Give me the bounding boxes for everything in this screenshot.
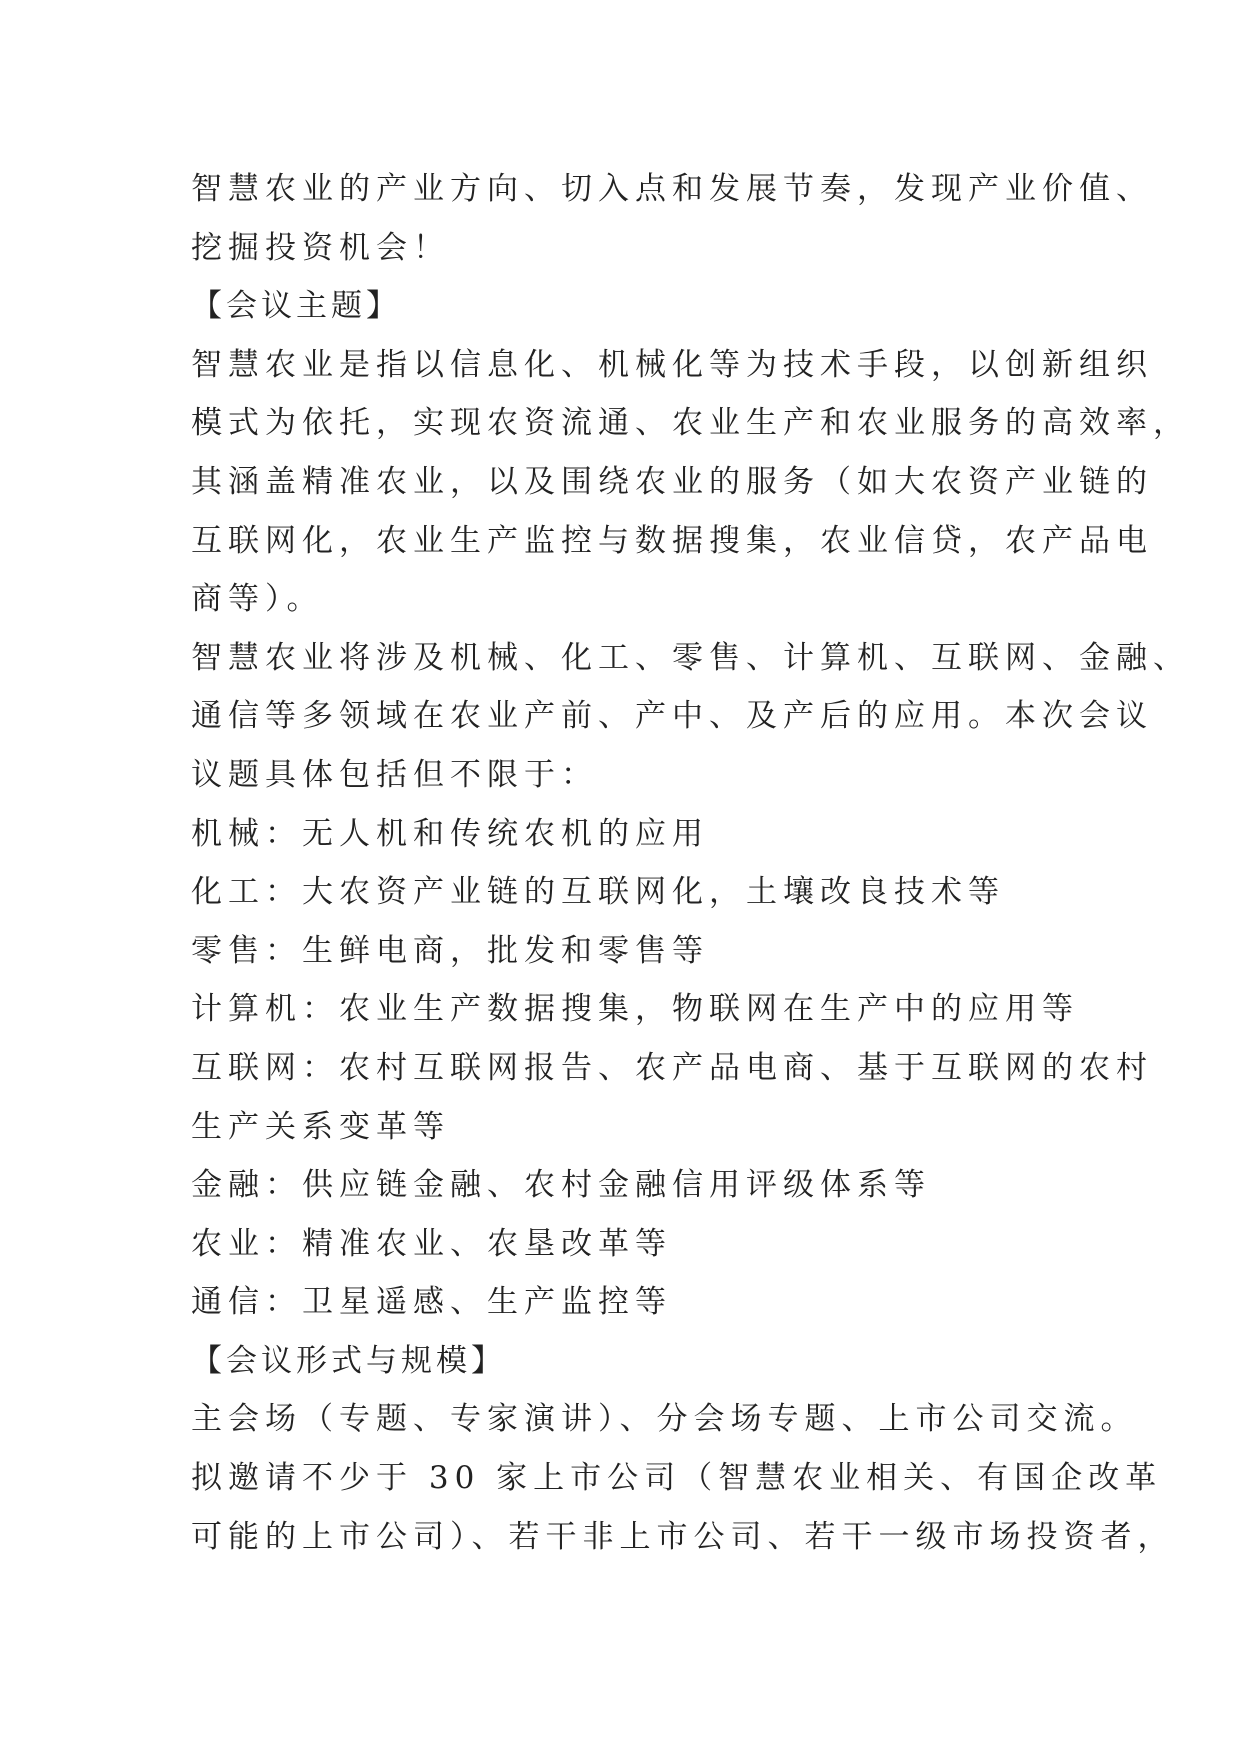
- topic-item-chemical: 化工：大农资产业链的互联网化，土壤改良技术等: [191, 874, 1005, 911]
- paragraph-line: 智慧农业是指以信息化、机械化等为技术手段，以创新组织: [191, 346, 1153, 383]
- paragraph-line: 可能的上市公司）、若干非上市公司、若干一级市场投资者，: [191, 1518, 1175, 1555]
- paragraph-line: 互联网化，农业生产监控与数据搜集，农业信贷，农产品电: [191, 522, 1153, 559]
- section-heading-meeting-theme: 【会议主题】: [191, 288, 401, 325]
- document-body: [191, 160, 1190, 1566]
- paragraph-line: 拟邀请不少于 30 家上市公司（智慧农业相关、有国企改革: [191, 1460, 1163, 1497]
- topic-item-computing: 计算机：农业生产数据搜集，物联网在生产中的应用等: [191, 991, 1079, 1028]
- paragraph-line: 商等）。: [191, 581, 324, 618]
- paragraph-line: 议题具体包括但不限于：: [191, 756, 598, 793]
- paragraph-line: 主会场（专题、专家演讲）、分会场专题、上市公司交流。: [191, 1401, 1138, 1438]
- topic-item-agriculture: 农业：精准农业、农垦改革等: [191, 1225, 672, 1262]
- topic-item-communication: 通信：卫星遥感、生产监控等: [191, 1284, 672, 1321]
- topic-item-finance: 金融：供应链金融、农村金融信用评级体系等: [191, 1167, 931, 1204]
- topic-item-retail: 零售：生鲜电商，批发和零售等: [191, 932, 709, 969]
- topic-item-internet: 互联网：农村互联网报告、农产品电商、基于互联网的农村: [191, 1049, 1153, 1086]
- paragraph-line: 智慧农业将涉及机械、化工、零售、计算机、互联网、金融、: [191, 639, 1190, 676]
- section-heading-meeting-format: 【会议形式与规模】: [191, 1342, 506, 1379]
- paragraph-line: 通信等多领域在农业产前、产中、及产后的应用。本次会议: [191, 698, 1153, 735]
- paragraph-line: 挖掘投资机会！: [191, 229, 450, 266]
- paragraph-line: 其涵盖精准农业，以及围绕农业的服务（如大农资产业链的: [191, 463, 1153, 500]
- paragraph-line: 生产关系变革等: [191, 1108, 450, 1145]
- paragraph-line: 模式为依托，实现农资流通、农业生产和农业服务的高效率，: [191, 405, 1190, 442]
- paragraph-line: 智慧农业的产业方向、切入点和发展节奏，发现产业价值、: [191, 171, 1153, 207]
- topic-item-machinery: 机械：无人机和传统农机的应用: [191, 815, 709, 852]
